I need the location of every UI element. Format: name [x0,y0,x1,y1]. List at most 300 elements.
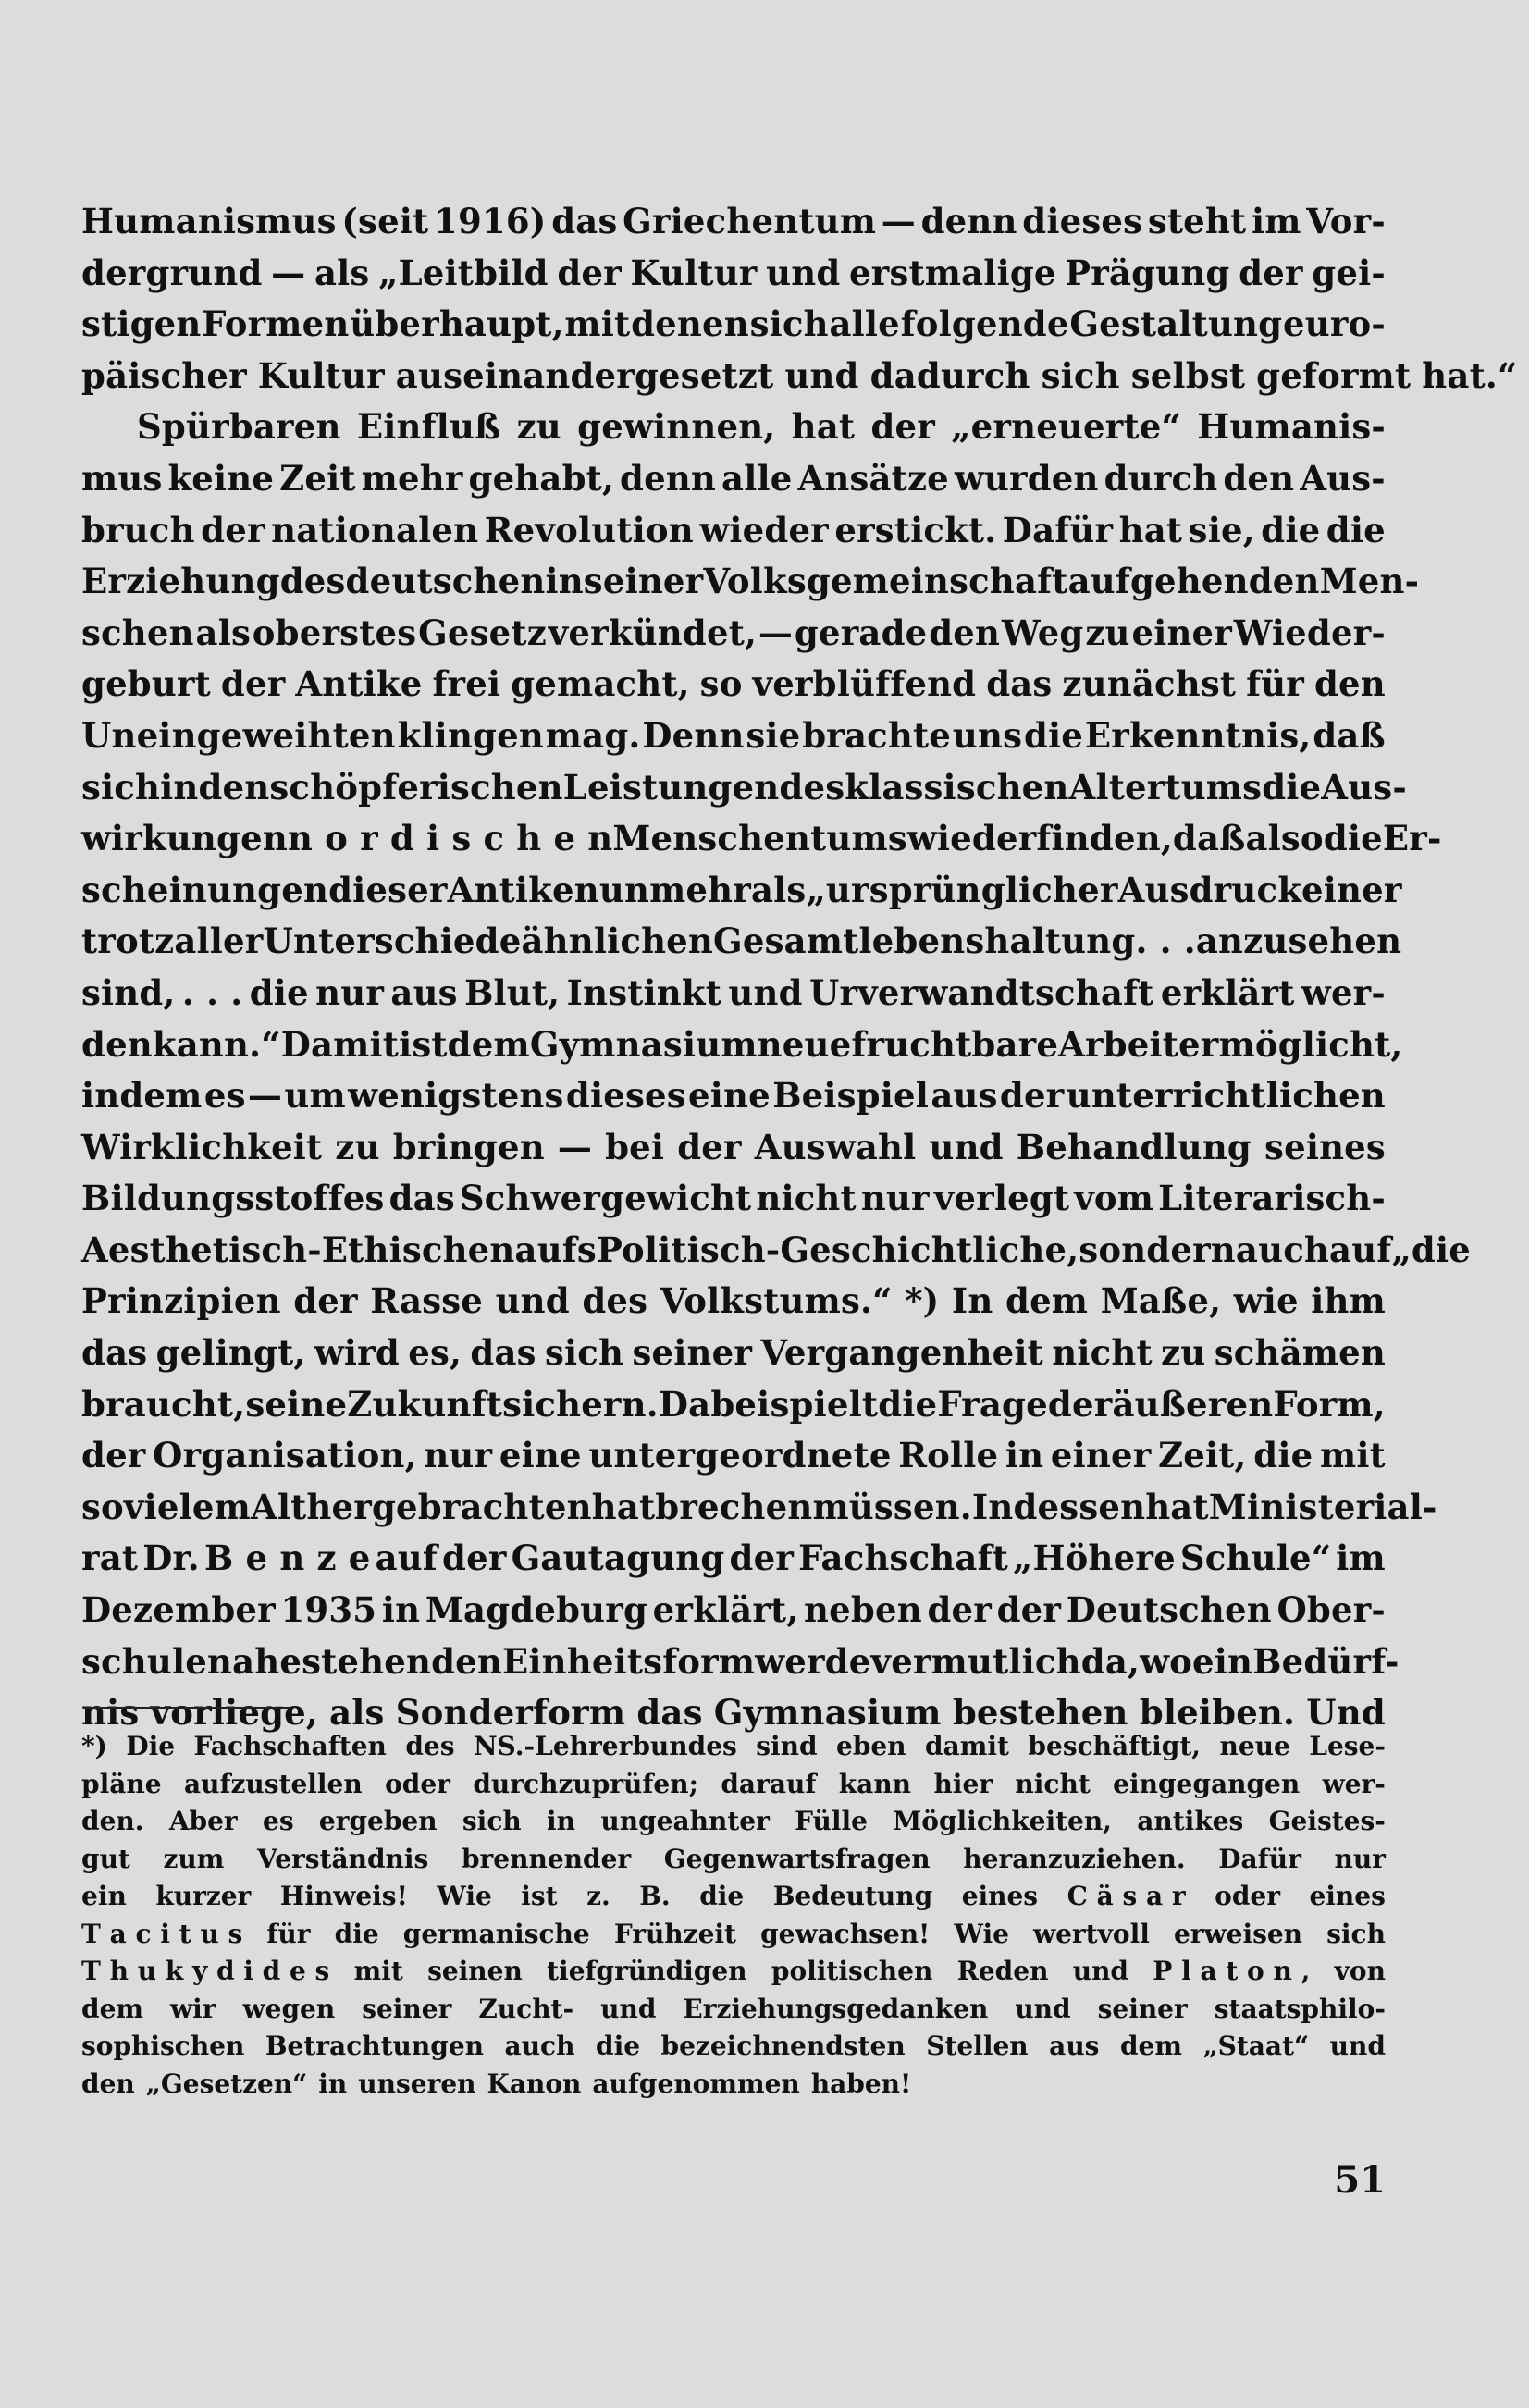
word: frei [432,663,501,705]
word: der [442,1537,507,1579]
word: Die [126,1731,176,1761]
word: Unterschiede [263,920,522,962]
word: nis [81,1692,140,1734]
word: aus [390,971,458,1013]
word: Blut, [464,971,561,1013]
word: sind, [81,971,176,1013]
body-text-line [81,1585,1386,1636]
word: das [551,201,618,241]
word: Altertums [1068,766,1263,808]
word: geburt [81,663,211,705]
word: Kultur [630,252,758,293]
word: es [203,1075,246,1117]
word: das [388,1178,455,1219]
footnote-line [81,1878,1386,1916]
word: Vergangenheit [760,1332,1043,1374]
word: von [1334,1956,1386,1986]
body-text-line [81,1276,1386,1327]
word: der [677,1126,742,1167]
word: Indessen [971,1486,1146,1527]
footnote-line [81,2066,1386,2104]
word: Bedeutung [772,1881,933,1911]
word: wer- [1322,1768,1386,1799]
word: selbst [1130,354,1246,396]
word: Zukunft [347,1383,503,1425]
body-text-line [81,1327,1386,1379]
word: auch [504,2031,575,2061]
word: dieser [328,869,448,910]
word: seines [1264,1126,1386,1167]
word: einer [1131,611,1232,653]
word: erstickt. [834,509,997,550]
page-number: 51 [1334,2158,1386,2202]
word: trotz [81,920,175,962]
body-text-line [81,196,1386,248]
word: wird [314,1332,400,1374]
word: und [600,1993,657,2024]
word: des [279,561,346,602]
word: „Staat“ [1202,2031,1310,2061]
word: ein [1192,1640,1253,1682]
word: der [201,509,265,550]
word: Literarisch- [1158,1178,1386,1219]
word: als [329,1692,385,1734]
word: nur [424,1435,493,1476]
word: Weg [1001,611,1084,653]
word: kann [838,1768,912,1799]
body-text-line [81,401,1386,453]
word: Ober- [1276,1589,1386,1631]
word: äußeren [1112,1383,1274,1425]
word: ein [81,1881,127,1911]
footnote-line [81,1991,1386,2029]
word: Humanismus [81,201,337,241]
word: Deutschen [1066,1589,1272,1631]
word: nur [860,1178,930,1219]
word: überhaupt, [350,303,564,345]
word: Und [1306,1692,1386,1734]
word: B e n z e [203,1537,371,1579]
word: die [878,1383,938,1425]
word: in [1005,1435,1044,1476]
word: Gegenwartsfragen [663,1843,931,1874]
word: seiner [632,1332,753,1374]
word: dieses [565,1075,686,1117]
word: Fülle [795,1806,868,1836]
body-text-line [81,1482,1437,1534]
footnote-line [81,1916,1386,1954]
word: seiner [362,1993,452,2024]
word: vielem [123,1486,251,1527]
word: in [318,2068,348,2099]
word: Maße, [1100,1280,1222,1322]
word: dem [1119,2031,1182,2061]
word: den. [81,1806,144,1836]
word: der [557,252,622,293]
word: Geistes- [1268,1806,1386,1836]
word: das [636,1692,703,1734]
word: seiner [583,561,704,602]
word: nur [1334,1843,1386,1874]
word: Dezember [81,1589,276,1631]
word: im [1336,1537,1386,1579]
word: nur [315,971,385,1013]
word: verlegt [933,1178,1070,1219]
word: der [220,663,286,705]
word: die [1253,1435,1313,1476]
word: brachte [802,714,952,756]
word: Gesamtlebenshaltung [713,920,1136,962]
word: aufzustellen [183,1768,363,1799]
word: werde [755,1640,871,1682]
word: denn [920,201,1017,241]
word: aller [174,920,264,962]
word: Prinzipien [81,1280,281,1322]
word: den [81,1023,153,1065]
word: spielt [770,1383,879,1425]
footnote-line [81,1766,1386,1804]
word: denn [620,457,717,499]
word: Althergebrachten [250,1486,592,1527]
word: gewachsen! [760,1918,931,1949]
word: „die [1391,1229,1471,1270]
word: Wie [954,1918,1009,1949]
word: und [1015,1993,1071,2024]
body-text-line [81,248,1386,300]
word: den [1223,457,1295,499]
word: *) [81,1731,107,1761]
word: und [784,354,859,396]
body-text-line [81,762,1407,814]
word: untergeordnete [588,1435,892,1476]
word: müssen. [812,1486,972,1527]
word: Spürbaren [137,406,341,448]
word: T a c i t u s [81,1918,243,1949]
word: neben [804,1589,922,1631]
word: Kultur [257,354,385,396]
word: Antike [295,663,423,705]
word: wertvoll [1033,1918,1150,1949]
word: ermöglicht, [1178,1023,1403,1065]
word: so [81,1486,124,1527]
word: wo [1140,1640,1193,1682]
word: dem [81,1993,144,2024]
body-text-line [81,1636,1400,1688]
word: sich [1326,1918,1386,1949]
word: mit [564,303,631,345]
word: bleiben. [1139,1692,1296,1734]
footnote-line [81,2028,1386,2066]
word: Fachschaften [193,1731,387,1761]
word: Humanis- [1197,406,1386,448]
footnote-line [81,1953,1386,1991]
word: auch [1235,1229,1330,1270]
word: Gestaltung [1069,303,1283,345]
body-text-line [81,351,1518,402]
word: durch [1104,457,1218,499]
body-text-line [81,453,1386,505]
word: Revolution [484,509,694,550]
word: hat [591,1486,656,1527]
word: Volkstums.“ [660,1280,893,1322]
word: dem [447,1023,530,1065]
word: gewinnen, [577,406,776,448]
word: rat [81,1537,139,1579]
footnote [81,1728,1386,2103]
word: wie [1233,1280,1299,1322]
word: Einheitsform [502,1640,756,1682]
word: anzusehen [1195,920,1402,962]
word: braucht, [81,1383,246,1425]
word: damit [925,1731,1009,1761]
word: Aber [168,1806,238,1836]
word: Erziehungsgedanken [683,1993,989,2024]
word: z. [586,1881,610,1911]
word: seinen [427,1956,523,1986]
word: Kanon [487,2068,582,2099]
word: alle [829,303,900,345]
word: schämen [1214,1332,1386,1374]
word: die [334,1918,379,1949]
word: in [545,561,584,602]
word: Magdeburg [425,1589,648,1631]
word: gemacht, [511,663,690,705]
word: neue [1219,1731,1290,1761]
word: Stellen [926,2031,1029,2061]
word: „erneuerte“ [951,406,1181,448]
word: denen [631,303,749,345]
word: Dr. [142,1537,200,1579]
body-text-line [81,1430,1386,1482]
word: beschäftigt, [1028,1731,1202,1761]
word: euro- [1282,303,1386,345]
word: Ausdruck [1117,869,1302,910]
word: Gautagung [511,1537,725,1579]
word: Zeit, [1158,1435,1247,1476]
word: haben! [810,2068,912,2099]
word: wiederfinden, [906,818,1173,859]
word: gut [81,1843,130,1874]
word: nicht [1052,1332,1153,1374]
word: — [881,201,916,241]
word: um [284,1075,346,1117]
body-text [81,196,1518,1739]
word: wieder [699,509,829,550]
body-text-line [81,1225,1471,1277]
word: B. [639,1881,671,1911]
word: daß [1313,714,1386,756]
word: aufgehenden [1067,561,1320,602]
word: Er- [1382,818,1442,859]
body-text-line [81,1019,1403,1071]
word: Menschentums [612,818,907,859]
word: alle [721,457,793,499]
word: mag. [545,714,641,756]
word: politischen [771,1956,933,1986]
word: auf [1329,1229,1392,1270]
word: *) [905,1280,940,1322]
word: bei [605,1126,665,1167]
word: den [81,2068,135,2099]
word: der [870,406,935,448]
word: und [1072,1956,1129,1986]
body-text-line [81,608,1386,660]
word: eingegangen [1113,1768,1301,1799]
footnote-line [81,1728,1386,1766]
word: sich [545,1332,624,1374]
word: und [728,971,803,1013]
word: Sonderform [395,1692,626,1734]
word: zu [516,406,561,448]
word: den [929,611,1001,653]
word: und [929,1126,1004,1167]
word: als [314,252,370,293]
word: sich [749,303,829,345]
word: als [750,869,807,910]
word: das [81,1332,148,1374]
word: gei- [1312,252,1386,293]
body-text-line [81,1533,1386,1585]
word: Volksgemeinschaft [703,561,1068,602]
word: es, [408,1332,462,1374]
word: auseinandergesetzt [395,354,774,396]
word: Reden [956,1956,1049,1986]
word: wegen [242,1993,336,2024]
word: Organisation, [153,1435,417,1476]
word: aufs [514,1229,597,1270]
word: Aesthetisch-Ethischen [81,1229,515,1270]
word: Prägung [1065,252,1230,293]
word: dadurch [869,354,1030,396]
word: 1935 [280,1589,377,1631]
word: Bedürf- [1252,1640,1400,1682]
word: sondern [1079,1229,1236,1270]
body-text-line [81,916,1402,968]
word: die [249,971,309,1013]
word: „Gesetzen“ [145,2068,308,2099]
word: mit [353,1956,403,1986]
word: in [381,1589,421,1631]
word: vom [1074,1178,1154,1219]
word: eben [836,1731,906,1761]
word: oberstes [252,611,417,653]
word: Schwergewicht [459,1178,752,1219]
word: Frage [937,1383,1048,1425]
word: die [1262,766,1322,808]
word: so [699,663,743,705]
word: der [81,1435,146,1476]
word: des [779,766,845,808]
word: indem [81,1075,203,1117]
word: ergeben [318,1806,438,1836]
word: und [495,1280,570,1322]
word: Dabei [658,1383,771,1425]
word: Uneingeweihten [81,714,396,756]
word: — [758,611,794,653]
word: sich [462,1806,522,1836]
word: ähnlichen [521,920,714,962]
word: da, [1080,1640,1141,1682]
word: Einfluß [356,406,501,448]
word: deutschen [345,561,546,602]
word: es [263,1806,294,1836]
word: Bildungsstoffes [81,1178,385,1219]
word: Rolle [898,1435,999,1476]
word: 1916) [434,201,547,241]
word: Aus- [1300,457,1386,499]
word: Hinweis! [279,1881,408,1911]
word: . . . [1135,920,1196,962]
body-text-line [81,1379,1386,1431]
word: der [999,1075,1065,1117]
word: hat.“ [1422,354,1518,396]
word: mit [1319,1435,1386,1476]
word: . . . [181,971,243,1013]
body-text-line [81,865,1402,917]
body-text-line [81,556,1420,608]
word: aus [931,1075,998,1117]
word: gehabt, [468,457,615,499]
word: die [1326,509,1386,550]
word: den [198,766,270,808]
word: der [729,1537,795,1579]
word: gelingt, [155,1332,306,1374]
body-text-line [81,968,1386,1019]
word: Formen [202,303,350,345]
word: scheinungen [81,869,329,910]
word: zu [1161,1332,1206,1374]
word: Damit [280,1023,400,1065]
word: verblüffend [752,663,977,705]
word: zu [335,1126,380,1167]
word: der [927,1589,992,1631]
word: verkündet, [548,611,758,653]
word: Men- [1319,561,1420,602]
body-text-line [81,1173,1386,1225]
word: als [195,611,251,653]
word: „ursprünglicher [806,869,1118,910]
word: germanische [402,1918,590,1949]
word: hat [1145,1486,1209,1527]
word: kurzer [155,1881,252,1911]
body-text-line [81,710,1386,762]
word: im [1251,201,1301,241]
word: erstmalige [849,252,1056,293]
body-text-line [81,659,1386,710]
word: erklärt [1160,971,1295,1013]
word: auf [375,1537,438,1579]
word: Verständnis [257,1843,429,1874]
word: Möglichkeiten, [893,1806,1112,1836]
body-text-line [81,1122,1386,1174]
word: Dafür [1218,1843,1301,1874]
word: des [582,1280,648,1322]
word: den [1313,663,1386,705]
word: uns [952,714,1023,756]
word: hat [1118,509,1183,550]
word: Leistungen [562,766,780,808]
word: heranzuziehen. [963,1843,1186,1874]
word: wir [170,1993,216,2024]
word: oder [1215,1881,1280,1911]
word: — [271,252,306,293]
footnote-line [81,1803,1386,1841]
word: In [951,1280,993,1322]
word: Lese- [1309,1731,1386,1761]
word: nunmehr [573,869,751,910]
word: ihm [1311,1280,1386,1322]
word: dieses [1022,201,1143,241]
